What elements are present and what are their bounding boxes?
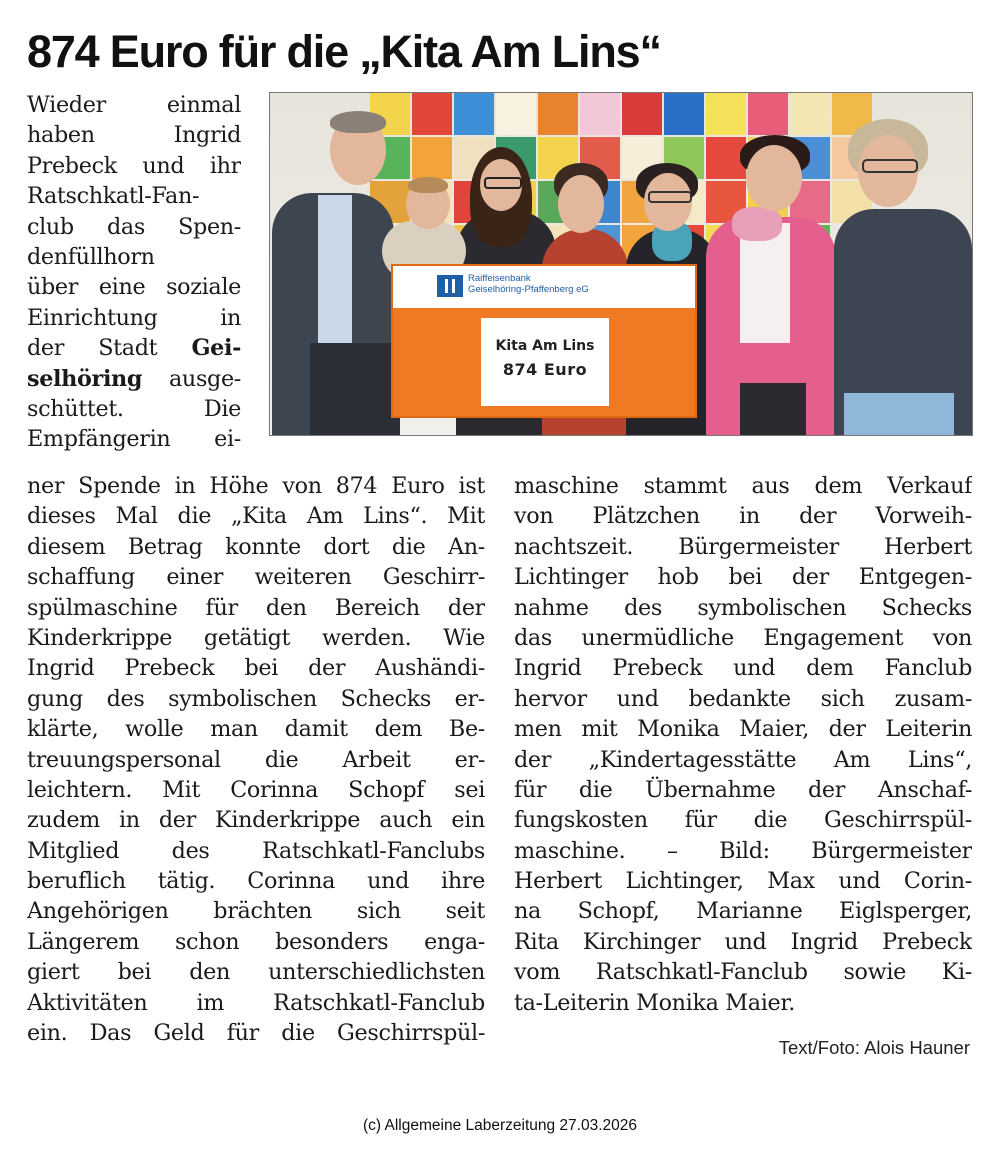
- sign-card: [481, 318, 609, 406]
- text-line: club das Spen-: [27, 213, 241, 240]
- text-line: nahme des symbolischen Schecks: [514, 594, 972, 621]
- place-name-bold: selhöring: [27, 365, 143, 392]
- text-line: schüttet. Die: [27, 395, 241, 422]
- text-line: Ratschkatl-Fan-: [27, 183, 200, 210]
- text-line: dieses Mal die „Kita Am Lins“. Mit: [27, 503, 485, 530]
- text-line: Ingrid Prebeck bei der Aushändi-: [27, 655, 485, 682]
- text-line: hervor und bedankte sich zusam-: [514, 685, 972, 712]
- text-line: für die Übernahme der Anschaf-: [514, 776, 972, 803]
- bank-logo-icon: [437, 275, 463, 297]
- text-line: beruflich tätig. Corinna und ihre: [27, 868, 485, 895]
- text-line: gung des symbolischen Schecks er-: [27, 685, 485, 712]
- text-line: Herbert Lichtinger, Max und Corin-: [514, 868, 972, 895]
- text-line: [27, 333, 241, 363]
- text-line: über eine soziale: [27, 274, 241, 301]
- text-line: treuungspersonal die Arbeit er-: [27, 746, 485, 773]
- symbolic-cheque-sign: [391, 264, 697, 418]
- text-line: maschine stammt aus dem Verkauf: [514, 473, 972, 499]
- copyright-notice: (c) Allgemeine Laberzeitung 27.03.2026: [362, 1117, 638, 1134]
- text-line: Rita Kirchinger und Ingrid Prebeck: [514, 928, 972, 955]
- text-line: Prebeck und ihr: [27, 152, 241, 179]
- text-line: zudem in der Kinderkrippe auch ein: [27, 807, 485, 834]
- text-line: maschine. – Bild: Bürgermeister: [514, 837, 972, 864]
- text-line: ta-Leiterin Monika Maier.: [514, 989, 795, 1016]
- headline: 874 Euro für die „Kita Am Lins“: [27, 26, 661, 77]
- text-line: haben Ingrid: [27, 122, 241, 149]
- text-line: vom Ratschkatl-Fanclub sowie Ki-: [514, 959, 972, 986]
- text-line: Empfängerin ei-: [27, 426, 241, 453]
- text-line: klärte, wolle man damit dem Be-: [27, 716, 485, 743]
- text-fragment: ausge-: [142, 365, 241, 392]
- text-line: ner Spende in Höhe von 874 Euro ist: [27, 473, 485, 499]
- text-line: na Schopf, Marianne Eiglsperger,: [514, 898, 972, 925]
- text-line: Lichtinger hob bei der Entgegen-: [514, 564, 972, 591]
- text-line: Angehörigen brächten sich seit: [27, 898, 485, 925]
- text-line: Einrichtung in: [27, 304, 241, 331]
- photo-credit: Text/Foto: Alois Hauner: [778, 1037, 970, 1058]
- sign-card-recipient: Kita Am Lins: [495, 338, 595, 354]
- text-line: giert bei den unterschiedlichsten: [27, 959, 485, 986]
- text-line: Wieder einmal: [27, 92, 241, 118]
- bank-name-line: Geiselhöring-Pfaffenberg eG: [468, 284, 589, 295]
- text-line: denfüllhorn: [27, 243, 155, 270]
- place-name-bold: Gei-: [191, 335, 241, 362]
- bank-name: [468, 273, 589, 295]
- text-line: Kinderkrippe getätigt werden. Wie: [27, 624, 485, 651]
- text-line: men mit Monika Maier, der Leiterin: [514, 716, 972, 743]
- text-line: [27, 364, 241, 394]
- text-line: von Plätzchen in der Vorweih-: [514, 503, 972, 530]
- text-line: diesem Betrag konnte dort die An-: [27, 533, 485, 560]
- article-intro-column: [27, 90, 241, 455]
- sign-card-amount: 874 Euro: [502, 360, 588, 379]
- text-line: Aktivitäten im Ratschkatl-Fanclub: [27, 989, 485, 1016]
- text-line: schaffung einer weiteren Geschirr-: [27, 564, 485, 591]
- text-line: nachtszeit. Bürgermeister Herbert: [514, 533, 972, 560]
- article-right-column: [514, 471, 972, 1018]
- text-line: Mitglied des Ratschkatl-Fanclubs: [27, 837, 485, 864]
- text-line: leichtern. Mit Corinna Schopf sei: [27, 776, 485, 803]
- text-line: fungskosten für die Geschirrspül-: [514, 807, 972, 834]
- article-photo: [269, 92, 973, 436]
- text-line: der „Kindertagesstätte Am Lins“,: [514, 746, 972, 773]
- bank-name-line: Raiffeisenbank: [468, 273, 531, 284]
- text-line: Ingrid Prebeck und dem Fanclub: [514, 655, 972, 682]
- text-line: ein. Das Geld für die Geschirrspül-: [27, 1020, 485, 1047]
- sign-header-band: [393, 266, 695, 308]
- text-line: spülmaschine für den Bereich der: [27, 594, 485, 621]
- text-line: das unermüdliche Engagement von: [514, 624, 972, 651]
- article-left-column: [27, 471, 485, 1048]
- text-fragment: der Stadt: [27, 335, 192, 362]
- text-line: Längerem schon besonders enga-: [27, 928, 485, 955]
